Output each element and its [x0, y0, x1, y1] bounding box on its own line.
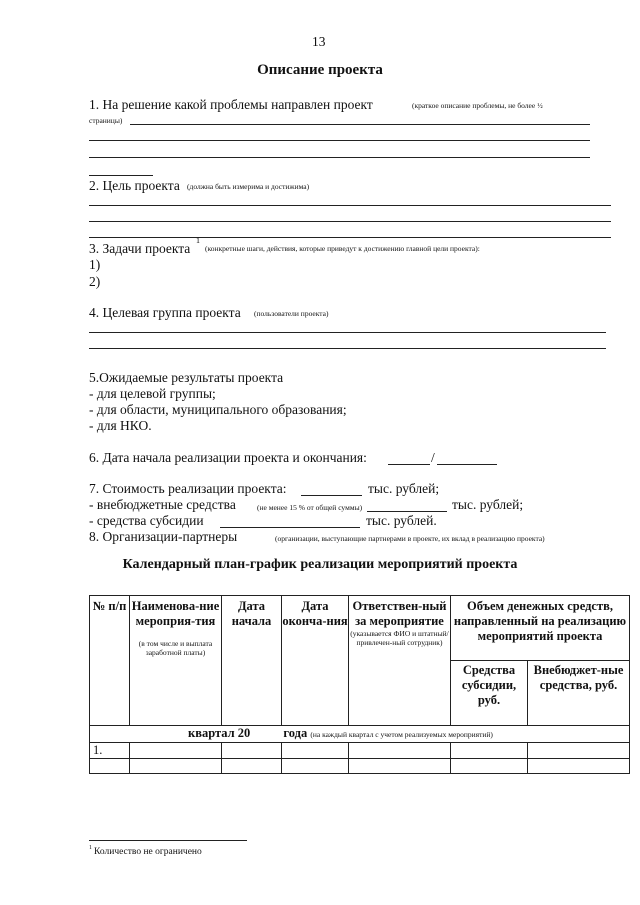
table-row	[90, 743, 630, 759]
answer-line[interactable]	[89, 157, 590, 158]
plan-title: Календарный план-график реализации мероприятий проекта	[122, 557, 518, 572]
table-cell[interactable]	[222, 759, 282, 774]
answer-line[interactable]	[130, 124, 590, 125]
answer-line[interactable]	[89, 221, 611, 222]
header-number: № п/п	[90, 596, 130, 726]
table-cell[interactable]	[130, 759, 222, 774]
total-cost-field[interactable]	[301, 495, 362, 496]
section-1-note: (краткое описание проблемы, не более ½	[412, 101, 543, 110]
footnote-divider	[89, 840, 247, 841]
section-7-label: 7. Стоимость реализации проекта:	[89, 481, 287, 496]
page-title: Описание проекта	[257, 62, 383, 78]
section-4-note: (пользователи проекта)	[254, 309, 329, 318]
answer-line[interactable]	[89, 140, 590, 141]
subsidy-label: - средства субсидии	[89, 513, 204, 528]
header-end-date: Дата оконча-ния	[282, 596, 349, 726]
table-row	[90, 759, 630, 774]
section-5-label: 5.Ожидаемые результаты проекта	[89, 370, 284, 385]
section-3-label: 3. Задачи проекта	[89, 241, 191, 256]
row-number: 1.	[90, 743, 130, 759]
answer-line[interactable]	[89, 205, 611, 206]
footnote-ref: 1	[196, 236, 200, 245]
footnote-mark: 1	[89, 845, 92, 851]
header-funding-volume: Объем денежных средств, направленный на реализацию мероприятий проекта	[451, 596, 630, 661]
answer-line[interactable]	[89, 237, 611, 238]
extra-funds-label: - внебюджетные средства	[89, 497, 236, 512]
header-start-date: Дата начала	[222, 596, 282, 726]
table-cell[interactable]	[282, 759, 349, 774]
table-cell[interactable]	[451, 743, 528, 759]
table-cell[interactable]	[90, 759, 130, 774]
section-8-note: (организации, выступающие партнерами в проекте, их вклад в реализацию проекта)	[275, 534, 545, 543]
task-item-2: 2)	[89, 274, 101, 289]
section-8-label: 8. Организации-партнеры	[89, 529, 238, 544]
table-cell[interactable]	[282, 743, 349, 759]
answer-line[interactable]	[89, 348, 606, 349]
section-3-note: (конкретные шаги, действия, которые приведут к достижению главной цели проекта):	[205, 244, 480, 253]
table-cell[interactable]	[349, 743, 451, 759]
result-region: - для области, муниципального образования;	[89, 402, 347, 417]
table-cell[interactable]	[451, 759, 528, 774]
subsidy-unit: тыс. рублей.	[366, 513, 437, 528]
date-separator: /	[431, 450, 435, 465]
table-cell[interactable]	[528, 759, 630, 774]
table-cell[interactable]	[130, 743, 222, 759]
header-event-name-note: (в том числе и выплата заработной платы)	[138, 639, 213, 657]
task-item-1: 1)	[89, 257, 101, 272]
section-1-note-cont: страницы)	[89, 116, 123, 125]
table-cell[interactable]	[222, 743, 282, 759]
extra-funds-unit: тыс. рублей;	[452, 497, 524, 512]
header-responsible: Ответствен-ный за мероприятие (указывается ФИО и штатный/привлечен-ный сотрудник)	[349, 596, 451, 726]
quarter-row: квартал 20 года (на каждый квартал с учетом реализуемых мероприятий)	[90, 726, 630, 743]
start-date-field[interactable]	[388, 464, 430, 465]
section-2-note: (должна быть измерима и достижима)	[187, 182, 310, 191]
end-date-field[interactable]	[437, 464, 497, 465]
answer-line[interactable]	[89, 332, 606, 333]
result-target-group: - для целевой группы;	[89, 386, 216, 401]
table-cell[interactable]	[528, 743, 630, 759]
section-2-label: 2. Цель проекта	[89, 178, 180, 193]
page-number: 13	[312, 34, 326, 49]
subsidy-field[interactable]	[220, 527, 360, 528]
footnote-text: Количество не ограничено	[94, 847, 202, 857]
total-cost-unit: тыс. рублей;	[368, 481, 440, 496]
extra-funds-note: (не менее 15 % от общей суммы)	[257, 503, 363, 512]
answer-line[interactable]	[89, 175, 153, 176]
section-1-label: 1. На решение какой проблемы направлен проект	[89, 97, 373, 112]
section-4-label: 4. Целевая группа проекта	[89, 305, 241, 320]
extra-funds-field[interactable]	[367, 511, 447, 512]
table-cell[interactable]	[349, 759, 451, 774]
header-extrabudget-funds: Внебюджет-ные средства, руб.	[528, 661, 630, 726]
header-responsible-note: (указывается ФИО и штатный/привлечен-ный сотрудник)	[350, 629, 449, 647]
plan-table	[89, 595, 630, 774]
section-6-label: 6. Дата начала реализации проекта и окончания:	[89, 450, 367, 465]
result-nko: - для НКО.	[89, 418, 152, 433]
header-subsidy-funds: Средства субсидии, руб.	[451, 661, 528, 726]
header-event-name: Наименова-ние мероприя-тия (в том числе и выплата заработной платы)	[130, 596, 222, 726]
